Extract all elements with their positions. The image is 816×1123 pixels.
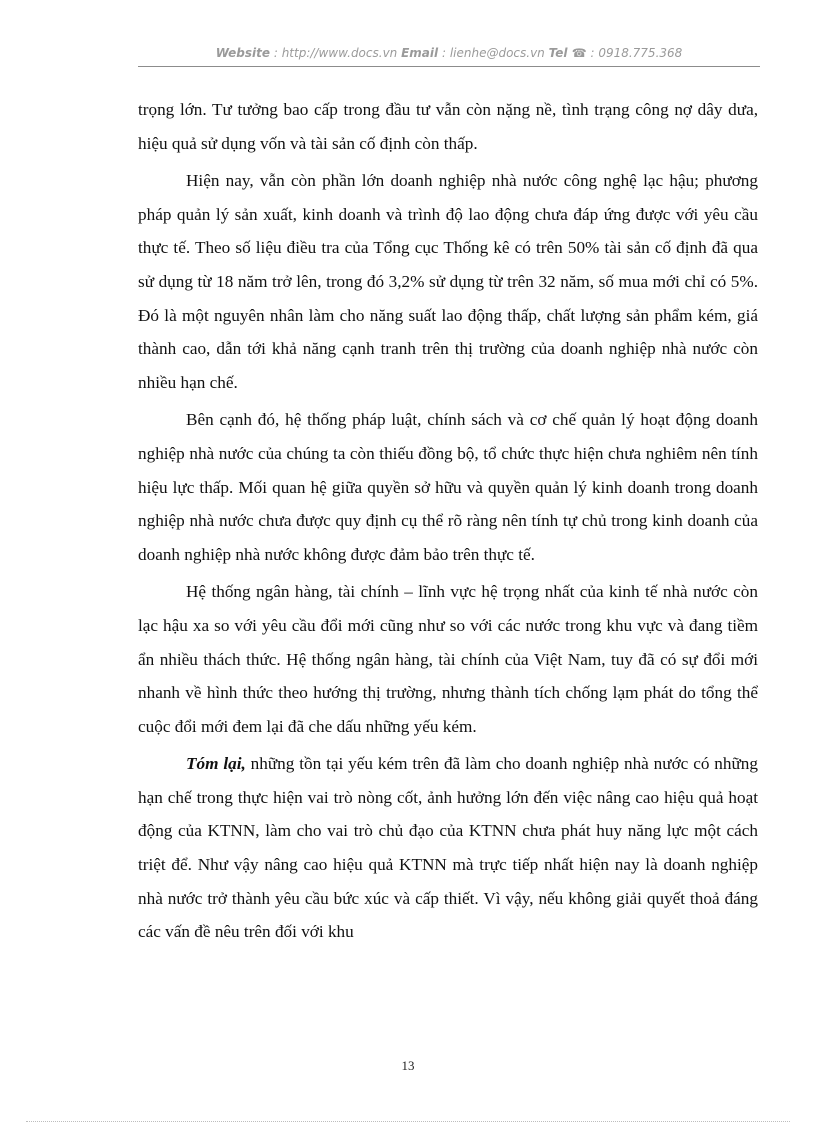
header-tel-sep: : bbox=[586, 46, 599, 60]
header-website-label: Website bbox=[215, 46, 271, 60]
header-email-sep: : bbox=[438, 46, 450, 60]
paragraph-3: Bên cạnh đó, hệ thống pháp luật, chính sách và cơ chế quản lý hoạt động doanh nghiệp nhà nước của chúng ta còn thiếu đồng bộ, tổ chức thực hiện chưa nghiêm nên tính hiệu lực thấp. Mối quan hệ giữa quyền sở hữu và quyền quản lý kinh doanh trong doanh nghiệp nhà nước chưa được quy định cụ thể rõ ràng nên tính tự chủ trong kinh doanh của doanh nghiệp nhà nước không được đảm bảo trên thực tế. bbox=[138, 410, 758, 564]
document-body bbox=[138, 93, 758, 953]
header-email-value[interactable]: lienhe@docs.vn bbox=[449, 46, 545, 60]
page-number: 13 bbox=[401, 1058, 415, 1073]
paragraph-1: trọng lớn. Tư tưởng bao cấp trong đầu tư vẫn còn nặng nề, tình trạng công nợ dây dưa, hiệu quả sử dụng vốn và tài sản cố định còn thấp. bbox=[138, 100, 758, 153]
page-header bbox=[138, 46, 760, 66]
header-tel-label: Tel ☎ bbox=[548, 46, 587, 60]
header-website-url[interactable]: http://www.docs.vn bbox=[281, 46, 398, 60]
paragraph-5-text: những tồn tại yếu kém trên đã làm cho doanh nghiệp nhà nước có những hạn chế trong thực hiện vai trò nòng cốt, ảnh hưởng lớn đến việc nâng cao hiệu quả hoạt động của KTNN, làm cho vai trò chủ đạo của KTNN chưa phát huy năng lực một cách triệt để. Như vậy nâng cao hiệu quả KTNN mà trực tiếp nhất hiện nay là doanh nghiệp nhà nước trở thành yêu cầu bức xúc và cấp thiết. Vì vậy, nếu không giải quyết thoả đáng các vấn đề nêu trên đối với khu bbox=[138, 754, 758, 942]
paragraph-2: Hiện nay, vẫn còn phần lớn doanh nghiệp nhà nước công nghệ lạc hậu; phương pháp quản lý sản xuất, kinh doanh và trình độ lao động chưa đáp ứng được với yêu cầu thực tế. Theo số liệu điều tra của Tổng cục Thống kê có trên 50% tài sản cố định đã qua sử dụng từ 18 năm trở lên, trong đó 3,2% sử dụng từ trên 32 năm, số mua mới chỉ có 5%. Đó là một nguyên nhân làm cho năng suất lao động thấp, chất lượng sản phẩm kém, giá thành cao, dẫn tới khả năng cạnh tranh trên thị trường của doanh nghiệp nhà nước còn nhiều hạn chế. bbox=[138, 171, 758, 392]
header-tel-value: 0918.775.368 bbox=[598, 46, 683, 60]
paragraph-5-lead: Tóm lại, bbox=[186, 754, 246, 774]
header-website-sep: : bbox=[270, 46, 282, 60]
footer-divider bbox=[26, 1121, 790, 1122]
paragraph-4: Hệ thống ngân hàng, tài chính – lĩnh vực hệ trọng nhất của kinh tế nhà nước còn lạc hậu xa so với yêu cầu đổi mới cũng như so với các nước trong khu vực và đang tiềm ẩn nhiều thách thức. Hệ thống ngân hàng, tài chính của Việt Nam, tuy đã có sự đổi mới nhanh về hình thức theo hướng thị trường, nhưng thành tích chống lạm phát do tổng thể cuộc đổi mới đem lại đã che dấu những yếu kém. bbox=[138, 582, 758, 736]
header-divider bbox=[138, 66, 760, 67]
header-email-label: Email bbox=[401, 46, 439, 60]
paragraph-5 bbox=[138, 747, 758, 949]
